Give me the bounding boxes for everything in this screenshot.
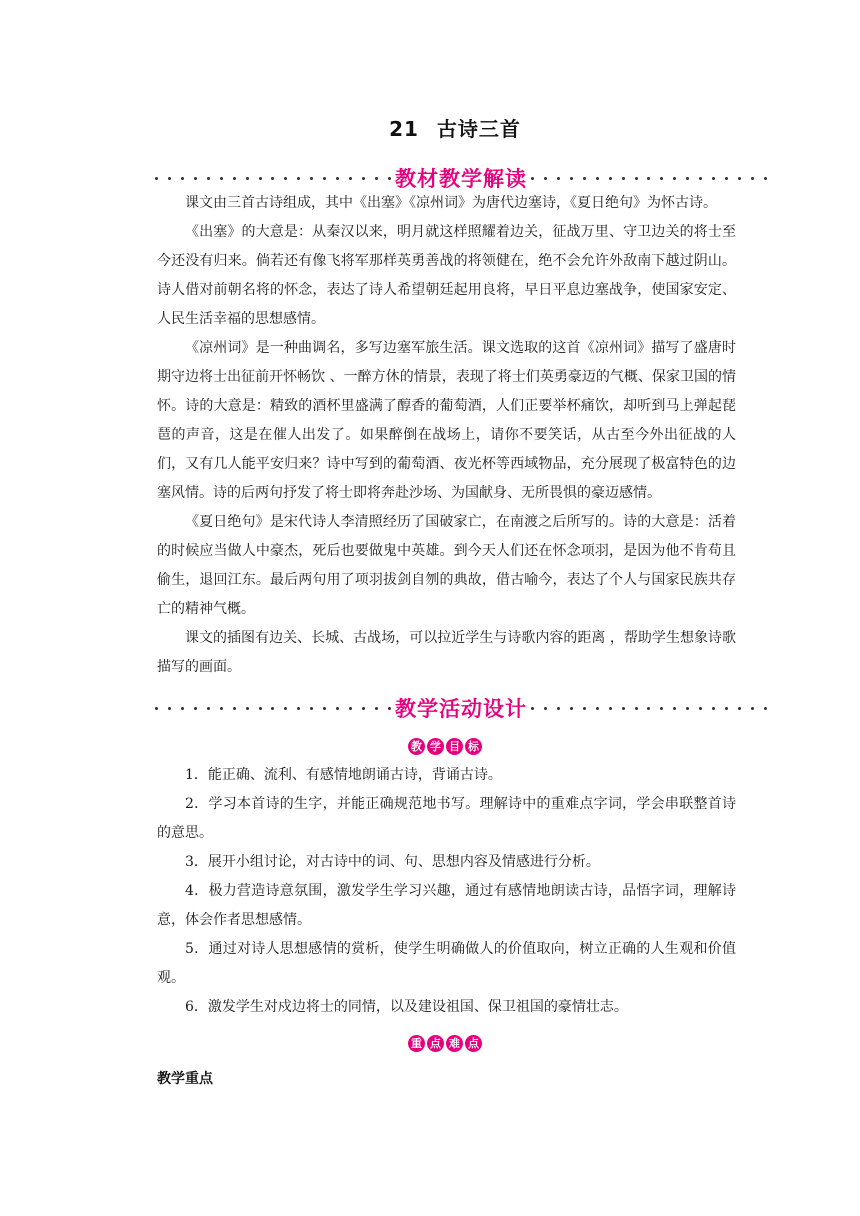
- goal-item: 4．极力营造诗意氛围，激发学生学习兴趣，通过有感情地朗读古诗，品悟字词，理解诗意，体会作者思想感情。: [157, 883, 736, 928]
- banner-dot: [310, 177, 313, 180]
- banner-dot: [155, 177, 158, 180]
- banner-dot: [375, 177, 378, 180]
- banner-dot: [233, 177, 236, 180]
- banner-dot: [686, 707, 689, 710]
- banner-dot: [246, 707, 249, 710]
- banner-dot: [609, 707, 612, 710]
- banner-dot: [557, 707, 560, 710]
- badge-char: 教: [408, 738, 425, 755]
- banner-dot: [673, 707, 676, 710]
- banner-dot: [168, 177, 171, 180]
- banner-dot: [531, 177, 534, 180]
- banner-dot: [362, 707, 365, 710]
- banner-dots-left: [155, 693, 391, 723]
- banner-dot: [764, 707, 767, 710]
- banner-dot: [622, 707, 625, 710]
- banner-dot: [570, 707, 573, 710]
- banner-dot: [271, 707, 274, 710]
- banner-dot: [271, 177, 274, 180]
- banner-dot: [297, 177, 300, 180]
- banner-dot: [531, 707, 534, 710]
- interpretation-body: [157, 189, 736, 682]
- banner-dot: [622, 177, 625, 180]
- banner-dot: [596, 177, 599, 180]
- banner-dot: [583, 177, 586, 180]
- banner-dot: [660, 707, 663, 710]
- banner-dot: [323, 707, 326, 710]
- badge-char: 标: [465, 738, 482, 755]
- goal-item: 3．展开小组讨论，对古诗中的词、句、思想内容及情感进行分析。: [185, 854, 600, 870]
- banner-dot: [725, 177, 728, 180]
- paragraph: 《夏日绝句》是宋代诗人李清照经历了国破家亡，在南渡之后所写的。诗的大意是：活着的时候应当做人中豪杰，死后也要做鬼中英雄。到今天人们还在怀念项羽，是因为他不肯苟且偷生，退回江东。最后两句用了项羽拔剑自刎的典故，借古喻今，表达了个人与国家民族共存亡的精神气概。: [157, 514, 736, 617]
- goal-item: 2．学习本首诗的生字，并能正确规范地书写。理解诗中的重难点字词，学会串联整首诗的意思。: [157, 796, 736, 841]
- banner-dot: [362, 177, 365, 180]
- banner-dot: [544, 177, 547, 180]
- badge-char: 难: [446, 1035, 463, 1052]
- banner-dot: [207, 177, 210, 180]
- section-banner-design: [155, 693, 767, 723]
- banner-dot: [349, 707, 352, 710]
- banner-dot: [181, 707, 184, 710]
- banner-dot: [673, 177, 676, 180]
- goal-item: 1．能正确、流利、有感情地朗诵古诗，背诵古诗。: [185, 767, 502, 783]
- banner-dot: [570, 177, 573, 180]
- goal-item: 5．通过对诗人思想感情的赏析，使学生明确做人的价值取向，树立正确的人生观和价值观。: [157, 941, 736, 986]
- banner-dot: [349, 177, 352, 180]
- banner-dot: [297, 707, 300, 710]
- banner-dot: [259, 707, 262, 710]
- banner-dot: [284, 707, 287, 710]
- banner-dot: [635, 177, 638, 180]
- banner-dot: [686, 177, 689, 180]
- section-heading-design: 教学活动设计: [395, 697, 527, 721]
- banner-dot: [544, 707, 547, 710]
- banner-dot: [310, 707, 313, 710]
- teaching-keypoints-subhead: 教学重点: [157, 1071, 213, 1087]
- section-heading-interpretation: 教材教学解读: [395, 167, 527, 191]
- banner-dot: [738, 177, 741, 180]
- paragraph: 课文的插图有边关、长城、古战场，可以拉近学生与诗歌内容的距离 ，帮助学生想象诗歌描写的画面。: [157, 630, 736, 675]
- banner-dot: [712, 707, 715, 710]
- banner-dot: [220, 707, 223, 710]
- badge-char: 重: [408, 1035, 425, 1052]
- goals-badge-row: [0, 735, 860, 755]
- banner-dot: [583, 707, 586, 710]
- banner-dot: [660, 177, 663, 180]
- banner-dot: [220, 177, 223, 180]
- banner-dot: [168, 707, 171, 710]
- banner-dots-right: [531, 693, 767, 723]
- paragraph: 《凉州词》是一种曲调名，多写边塞军旅生活。课文选取的这首《凉州词》描写了盛唐时期守边将士出征前开怀畅饮 、一醉方休的情景，表现了将士们英勇豪迈的气概、保家卫国的情怀。诗的大意是：精致的酒杯里盛满了醇香的葡萄酒，人们正要举杯痛饮，却听到马上弹起琵琶的声音，这是在催人出发了。如果醉倒在战场上，请你不要笑话，从古至今外出征战的人们，又有几人能平安归来？诗中写到的葡萄酒、夜光杯等西域物品，充分展现了极富特色的边塞风情。诗的后两句抒发了将士即将奔赴沙场、为国献身、无所畏惧的豪迈感情。: [157, 340, 736, 501]
- banner-dot: [207, 707, 210, 710]
- paragraph: 《出塞》的大意是：从秦汉以来，明月就这样照耀着边关，征战万里、守卫边关的将士至今还没有归来。倘若还有像飞将军那样英勇善战的将领健在，绝不会允许外敌南下越过阴山。诗人借对前朝名将的怀念，表达了诗人希望朝廷起用良将，早日平息边塞战争，使国家安定、人民生活幸福的思想感情。: [157, 224, 736, 327]
- lesson-title-text: 古诗三首: [436, 117, 521, 141]
- badge-char: 点: [427, 1035, 444, 1052]
- banner-dot: [336, 707, 339, 710]
- badge-char: 目: [446, 738, 463, 755]
- banner-dot: [246, 177, 249, 180]
- banner-dot: [194, 177, 197, 180]
- banner-dot: [738, 707, 741, 710]
- banner-dot: [375, 707, 378, 710]
- banner-dot: [699, 707, 702, 710]
- banner-dot: [647, 707, 650, 710]
- banner-dot: [336, 177, 339, 180]
- banner-dot: [712, 177, 715, 180]
- banner-dot: [725, 707, 728, 710]
- banner-dot: [647, 177, 650, 180]
- banner-dot: [155, 707, 158, 710]
- banner-dot: [699, 177, 702, 180]
- keypoints-badge-row: [0, 1032, 860, 1052]
- goals-list: [157, 761, 736, 1022]
- banner-dot: [609, 177, 612, 180]
- banner-dot: [635, 707, 638, 710]
- banner-dot: [284, 177, 287, 180]
- banner-dot: [764, 177, 767, 180]
- badge-char: 点: [465, 1035, 482, 1052]
- banner-dot: [323, 177, 326, 180]
- banner-dot: [557, 177, 560, 180]
- goals-badge: [408, 738, 482, 755]
- paragraph: 课文由三首古诗组成，其中《出塞》《凉州词》为唐代边塞诗，《夏日绝句》为怀古诗。: [185, 195, 717, 211]
- banner-dot: [181, 177, 184, 180]
- banner-dot: [259, 177, 262, 180]
- lesson-number: 21: [389, 117, 419, 141]
- lesson-title: [0, 113, 860, 142]
- banner-dot: [194, 707, 197, 710]
- banner-dot: [751, 707, 754, 710]
- badge-char: 学: [427, 738, 444, 755]
- banner-dot: [751, 177, 754, 180]
- banner-dot: [596, 707, 599, 710]
- banner-dot: [233, 707, 236, 710]
- goal-item: 6．激发学生对戍边将士的同情，以及建设祖国、保卫祖国的豪情壮志。: [185, 999, 628, 1015]
- keypoints-badge: [408, 1035, 482, 1052]
